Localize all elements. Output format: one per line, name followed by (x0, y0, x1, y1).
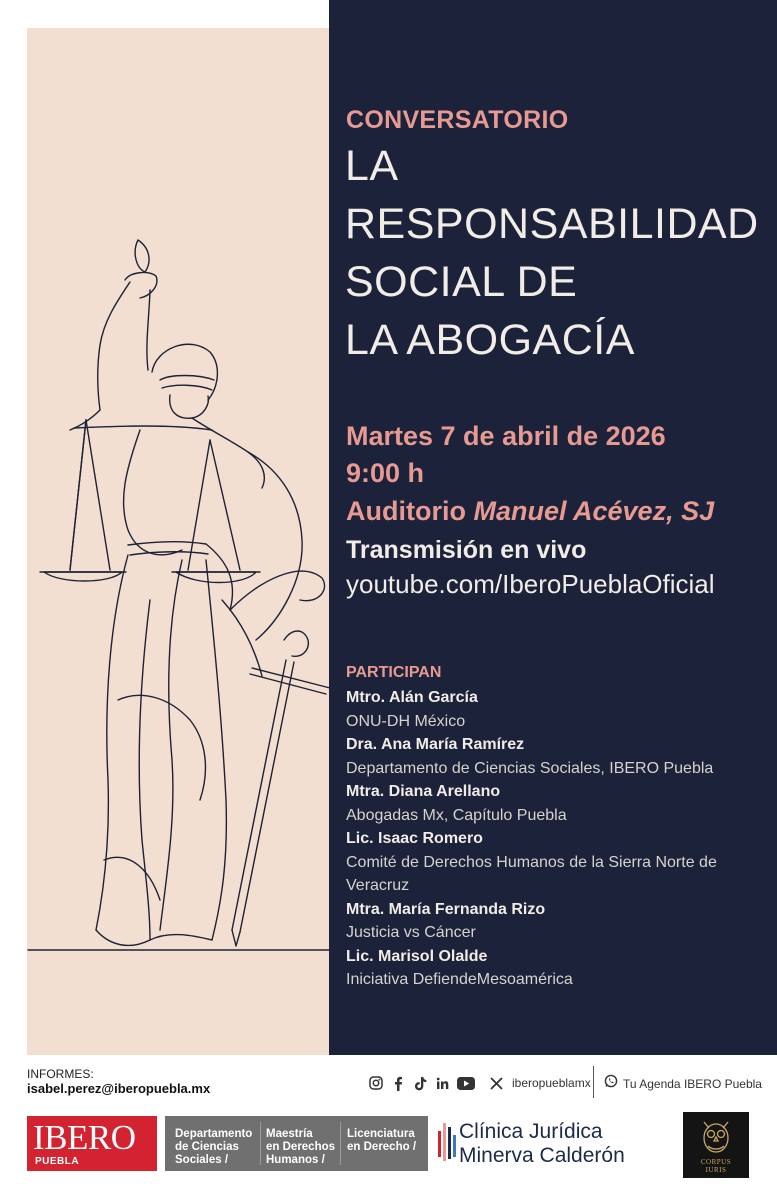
stream-url-link[interactable]: youtube.com/IberoPueblaOficial (346, 569, 715, 599)
instagram-icon[interactable] (368, 1075, 384, 1091)
ibero-puebla-logo (27, 1116, 157, 1171)
tiktok-icon[interactable] (412, 1075, 428, 1091)
corpus-line-2: IURIS (705, 1166, 727, 1174)
corpus-line-1: CORPUS (700, 1158, 732, 1166)
department-maestria: Maestría en Derechos Humanos / (266, 1128, 336, 1166)
info-label: INFORMES: (27, 1067, 94, 1081)
title-line-3: SOCIAL DE (345, 258, 578, 306)
title-line-1: LA (345, 142, 399, 190)
clinica-name (459, 1120, 625, 1168)
participant-affiliation: ONU-DH México (346, 712, 466, 730)
venue-prefix: Auditorio (346, 496, 466, 526)
event-date: Martes 7 de abril de 2026 (346, 421, 666, 451)
clinica-line-1: Clínica Jurídica (459, 1120, 603, 1143)
clinica-bars-icon (437, 1117, 457, 1169)
illustration-panel (27, 28, 329, 1055)
x-icon[interactable] (488, 1075, 504, 1091)
social-handle[interactable]: iberopueblamx (512, 1076, 591, 1090)
participant-affiliation: Iniciativa DefiendeMesoamérica (346, 971, 573, 988)
facebook-icon[interactable] (390, 1075, 406, 1091)
participants-heading: PARTICIPAN (346, 664, 442, 681)
department-sociales: Departamento de Ciencias Sociales / (175, 1128, 253, 1166)
whatsapp-link[interactable] (604, 1074, 762, 1093)
footer-divider (593, 1066, 594, 1098)
participant-affiliation: Justicia vs Cáncer (346, 924, 476, 941)
youtube-icon[interactable] (456, 1075, 476, 1091)
clinica-line-2: Minerva Calderón (459, 1144, 625, 1167)
participant-name: Lic. Isaac Romero (346, 830, 483, 847)
whatsapp-icon (604, 1074, 618, 1093)
ibero-logo-word: IBERO (33, 1118, 136, 1157)
owl-icon (683, 1112, 749, 1158)
stream-label: Transmisión en vivo (346, 536, 587, 564)
whatsapp-text: Tu Agenda IBERO Puebla (623, 1076, 762, 1091)
event-time: 9:00 h (346, 458, 425, 488)
participant-name: Lic. Marisol Olalde (346, 947, 488, 965)
corpus-name (683, 1158, 749, 1174)
corpus-iuris-logo (683, 1112, 749, 1178)
participant-affiliation: Comité de Derechos Humanos de la Sierra Norte de (346, 853, 717, 871)
department-divider (340, 1122, 341, 1165)
event-venue (346, 496, 714, 527)
social-links (368, 1074, 591, 1092)
event-kicker: CONVERSATORIO (346, 106, 569, 134)
participant-name: Mtro. Alán García (346, 689, 478, 706)
department-divider (260, 1122, 261, 1165)
ibero-logo-sub: PUEBLA (35, 1156, 80, 1167)
title-line-4: LA ABOGACÍA (345, 316, 635, 364)
participant-name: Mtra. Diana Arellano (346, 783, 501, 800)
title-line-2: RESPONSABILIDAD (345, 200, 759, 248)
participant-affiliation: Departamento de Ciencias Sociales, IBERO Puebla (346, 759, 714, 777)
department-licenciatura: Licenciatura en Derecho / (347, 1128, 417, 1153)
participant-name: Mtra. María Fernanda Rizo (346, 900, 546, 918)
departments-box (165, 1116, 428, 1171)
participant-affiliation-cont: Veracruz (346, 877, 410, 894)
participants-list (346, 664, 766, 992)
linkedin-icon[interactable] (434, 1075, 450, 1091)
venue-name: Manuel Acévez, SJ (473, 496, 715, 526)
participant-affiliation: Abogadas Mx, Capítulo Puebla (346, 806, 567, 824)
participant-name: Dra. Ana María Ramírez (346, 736, 525, 753)
info-email-link[interactable]: isabel.perez@iberopuebla.mx (27, 1081, 211, 1096)
